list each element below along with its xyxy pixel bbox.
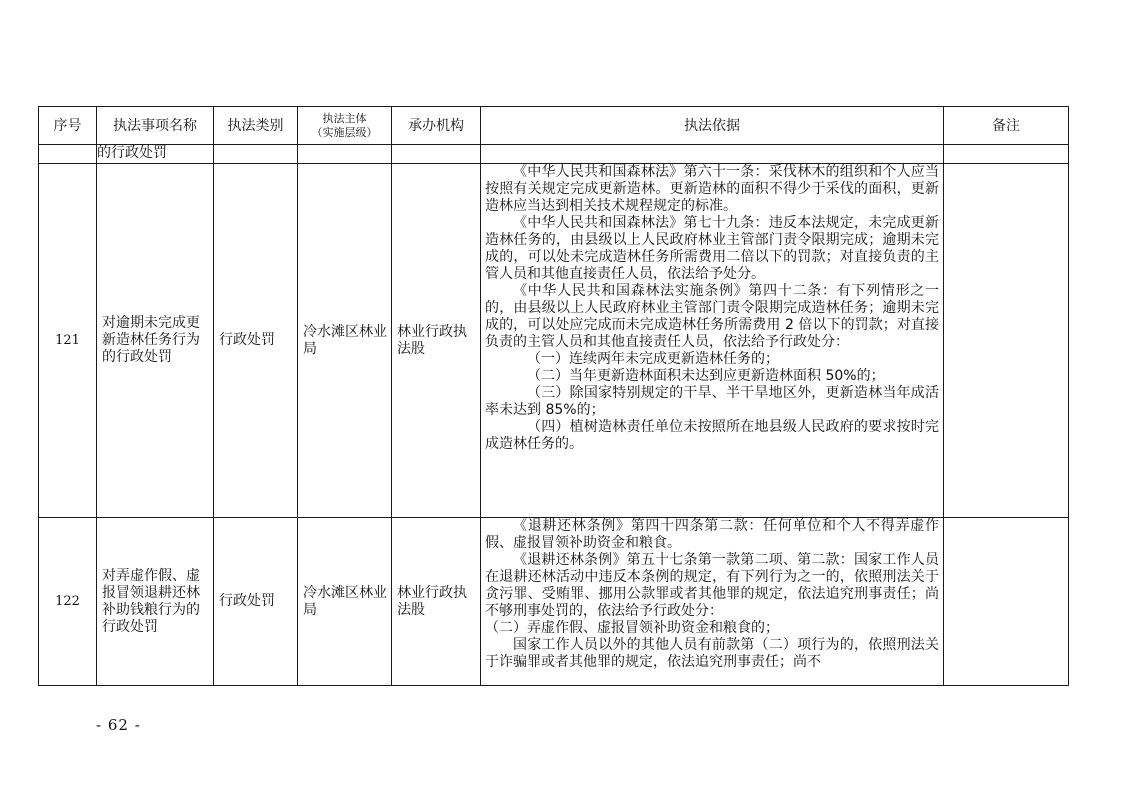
row-remarks <box>944 518 1069 686</box>
basis-list-item: （四）植树造林责任单位未按照所在地县级人民政府的要求按时完成造林任务的。 <box>485 419 939 452</box>
basis-paragraph: 《中华人民共和国森林法》第六十一条：采伐林木的组织和个人应当按照有关规定完成更新造林。更新造林的面积不得少于采伐的面积，更新造林应当达到相关技术规程规定的标准。 <box>485 164 939 214</box>
header-seq: 序号 <box>39 107 97 145</box>
row-agency: 林业行政执法股 <box>392 164 481 518</box>
row-basis <box>481 164 944 518</box>
row-subject: 冷水滩区林业局 <box>298 164 392 518</box>
header-item-name: 执法事项名称 <box>97 107 214 145</box>
header-category: 执法类别 <box>214 107 298 145</box>
row-category: 行政处罚 <box>214 164 298 518</box>
continuation-subject-cell <box>298 145 392 164</box>
basis-paragraph: 国家工作人员以外的其他人员有前款第（二）项行为的，依照刑法关于诈骗罪或者其他罪的规定，依法追究刑事责任；尚不 <box>485 637 939 670</box>
row-seq: 121 <box>39 164 97 518</box>
continuation-basis-cell <box>481 145 944 164</box>
basis-list-item: （二）弄虚作假、虚报冒领补助资金和粮食的； <box>485 620 779 636</box>
row-seq: 122 <box>39 518 97 686</box>
continuation-category-cell <box>214 145 298 164</box>
basis-list-item: （三）除国家特别规定的干旱、半干旱地区外，更新造林当年成活率未达到 85%的； <box>485 385 939 418</box>
basis-paragraph: 《退耕还林条例》第四十四条第二款：任何单位和个人不得弄虚作假、虚报冒领补助资金和粮食。 <box>485 518 939 551</box>
header-agency: 承办机构 <box>392 107 481 145</box>
continuation-row <box>39 145 1069 164</box>
basis-paragraph: 《中华人民共和国森林法实施条例》第四十二条：有下列情形之一的，由县级以上人民政府林业主管部门责令限期完成造林任务；逾期未完成的，可以处应完成而未完成造林任务所需费用 2 倍以下的罚款；对直接负责的主管人员和其他直接责任人员，依法给予行政处分： <box>485 283 939 350</box>
row-basis <box>481 518 944 686</box>
row-category: 行政处罚 <box>214 518 298 686</box>
basis-list-item: （一）连续两年未完成更新造林任务的； <box>527 351 779 367</box>
table-row <box>39 518 1069 686</box>
basis-list-item: （二）当年更新造林面积未达到应更新造林面积 50%的； <box>527 368 885 384</box>
row-remarks <box>944 164 1069 518</box>
header-subject <box>298 107 392 145</box>
header-subject-line2: （实施层级） <box>311 125 378 139</box>
enforcement-items-table <box>38 106 1069 686</box>
continuation-remarks-cell <box>944 145 1069 164</box>
row-agency: 林业行政执法股 <box>392 518 481 686</box>
page-number: - 62 - <box>96 716 141 734</box>
row-item-name: 对弄虚作假、虚报冒领退耕还林补助钱粮行为的行政处罚 <box>97 518 214 686</box>
table-header-row <box>39 107 1069 145</box>
basis-paragraph: 《退耕还林条例》第五十七条第一款第二项、第二款：国家工作人员在退耕还林活动中违反本条例的规定，有下列行为之一的，依照刑法关于贪污罪、受贿罪、挪用公款罪或者其他罪的规定，依法追究刑事责任；尚不够刑事处罚的，依法给予行政处分： <box>485 552 939 619</box>
header-remarks: 备注 <box>944 107 1069 145</box>
row-subject: 冷水滩区林业局 <box>298 518 392 686</box>
continuation-agency-cell <box>392 145 481 164</box>
continuation-seq-cell <box>39 145 97 164</box>
continuation-item-name: 的行政处罚 <box>97 145 214 164</box>
basis-paragraph: 《中华人民共和国森林法》第七十九条：违反本法规定，未完成更新造林任务的，由县级以上人民政府林业主管部门责令限期完成；逾期未完成的，可以处未完成造林任务所需费用二倍以下的罚款；对直接负责的主管人员和其他直接责任人员，依法给予处分。 <box>485 215 939 282</box>
row-item-name: 对逾期未完成更新造林任务行为的行政处罚 <box>97 164 214 518</box>
table-row <box>39 164 1069 518</box>
header-subject-line1: 执法主体 <box>322 111 367 125</box>
header-basis: 执法依据 <box>481 107 944 145</box>
